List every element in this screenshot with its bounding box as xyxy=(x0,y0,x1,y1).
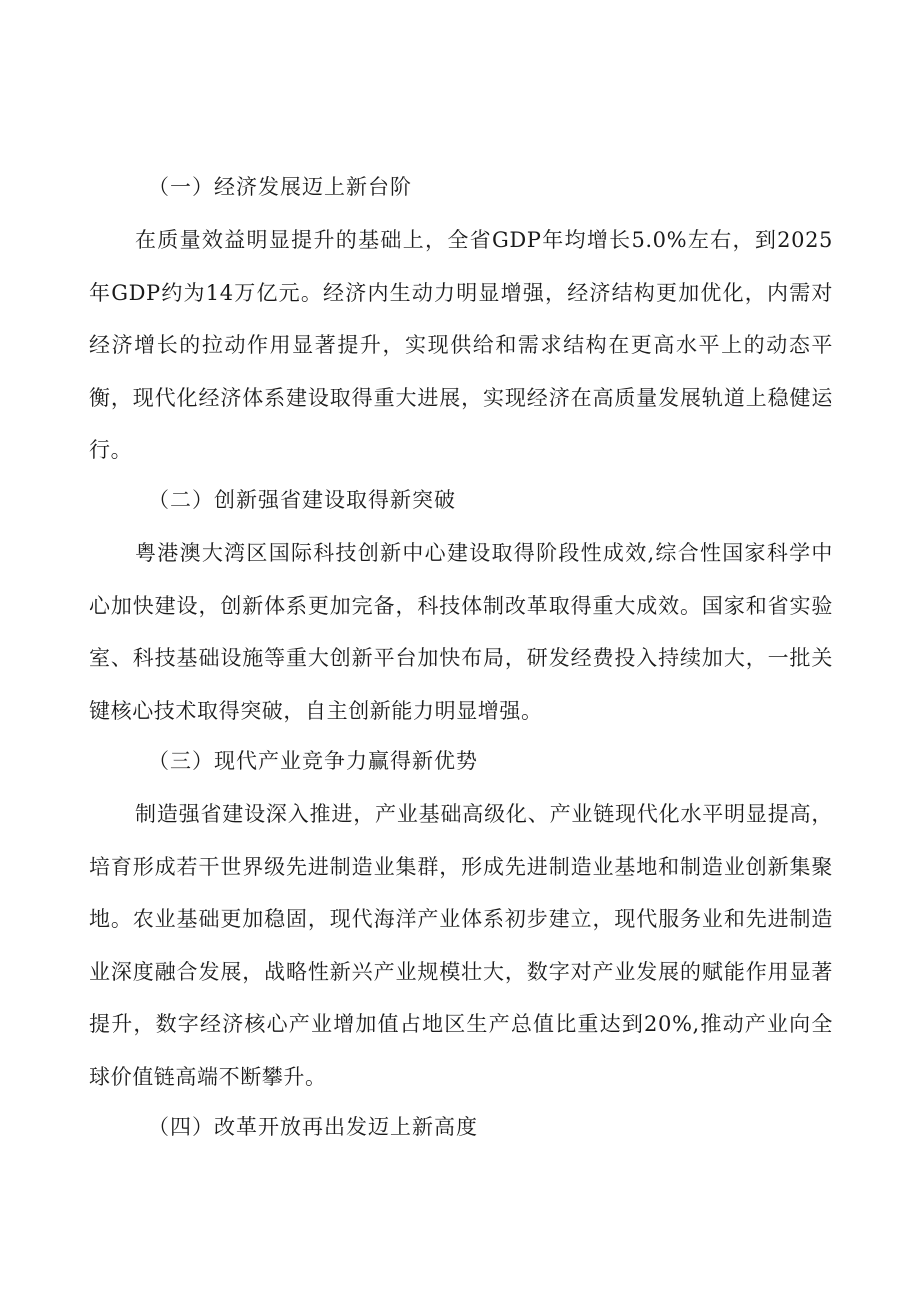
section-3-paragraph: 制造强省建设深入推进，产业基础高级化、产业链现代化水平明显提高，培育形成若干世界级先进制造业集群，形成先进制造业基地和制造业创新集聚地。农业基础更加稳固，现代海洋产业体系初步建立，现代服务业和先进制造业深度融合发展，战略性新兴产业规模壮大，数字对产业发展的赋能作用显著提升，数字经济核心产业增加值占地区生产总值比重达到20%,推动产业向全球价值链高端不断攀升。 xyxy=(89,802,833,1089)
section-4-heading: （四）改革开放再出发迈上新高度 xyxy=(148,1115,478,1139)
section-3-heading: （三）现代产业竞争力赢得新优势 xyxy=(148,749,478,773)
section-2-paragraph: 粤港澳大湾区国际科技创新中心建设取得阶段性成效,综合性国家科学中心加快建设，创新体系更加完备，科技体制改革取得重大成效。国家和省实验室、科技基础设施等重大创新平台加快布局，研发经费投入持续加大，一批关键核心技术取得突破，自主创新能力明显增强。 xyxy=(89,541,833,723)
section-1-heading: （一）经济发展迈上新台阶 xyxy=(148,175,412,199)
section-1-paragraph: 在质量效益明显提升的基础上，全省GDP年均增长5.0%左右，到2025年GDP约为14万亿元。经济内生动力明显增强，经济结构更加优化，内需对经济增长的拉动作用显著提升，实现供给和需求结构在更高水平上的动态平衡，现代化经济体系建设取得重大进展，实现经济在高质量发展轨道上稳健运行。 xyxy=(89,228,833,462)
section-2-heading: （二）创新强省建设取得新突破 xyxy=(148,488,456,512)
